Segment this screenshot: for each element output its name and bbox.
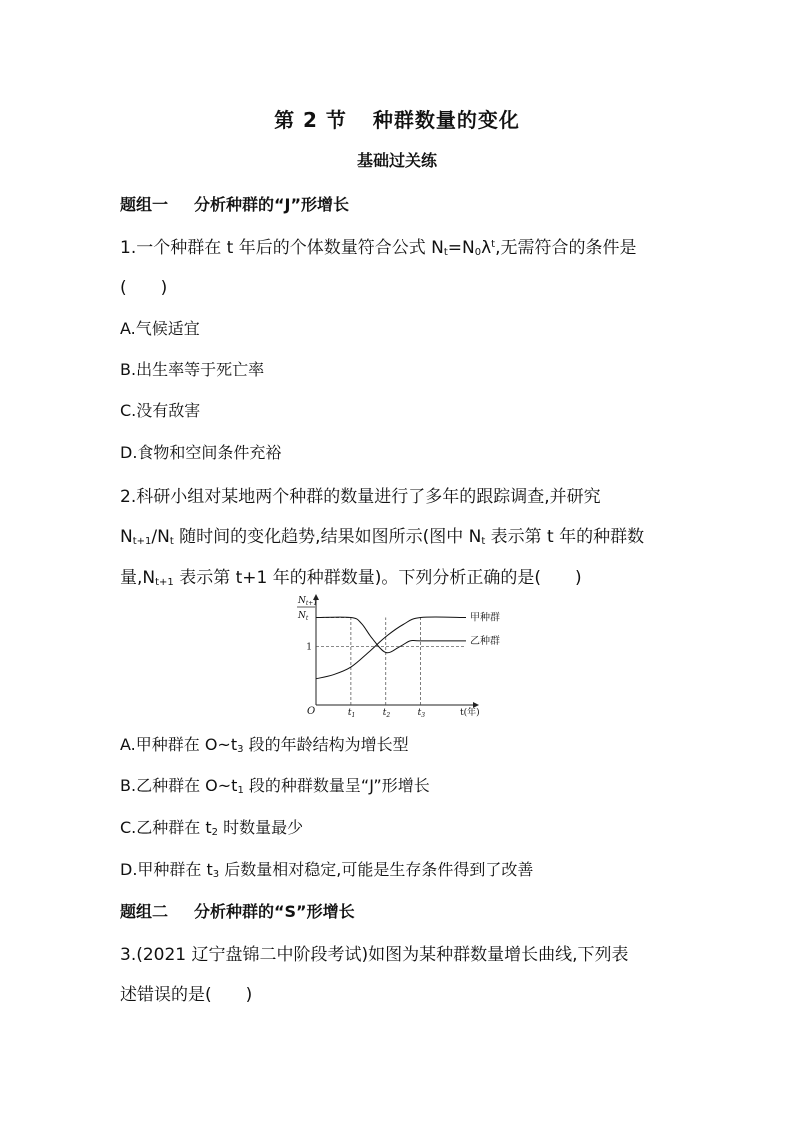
question-1-option-b: B.出生率等于死亡率 [120,360,265,379]
question-2-stem-line-2: $N_{t+1}/N_t$ 随时间的变化趋势,结果如图所示(图中 $N_t$ 表示第 t 年的种群数 [120,527,645,547]
question-3-stem-line-2: 述错误的是( ) [120,985,253,1005]
question-1-stem: 1.一个种群在 t 年后的个体数量符合公式 $N_t=N_0\lambda^t$,无需符合的条件是 [120,238,637,258]
question-2-option-d: D.甲种群在 $t_3$ 后数量相对稳定,可能是生存条件得到了改善 [120,860,534,880]
question-3-stem-line-1: 3.(2021 辽宁盘锦二中阶段考试)如图为某种群数量增长曲线,下列表 [120,945,629,965]
question-2-option-b: B.乙种群在 $O\sim t_1$ 段的种群数量呈“J”形增长 [120,776,430,796]
origin-label: O [307,706,316,717]
y-axis-label-denominator: $N_t$ [298,611,309,622]
y-axis-label-numerator: $N_{t+1}$ [298,596,318,607]
page-title: 第 2 节 种群数量的变化 [274,108,520,132]
question-1-option-a: A.气候适宜 [120,319,200,338]
question-1-option-c: C.没有敌害 [120,401,201,420]
x-tick-label-t2: $t_2$ [382,708,391,719]
group-heading-1: 题组一 分析种群的“J”形增长 [120,195,350,214]
x-axis-label: t(年) [460,708,480,718]
question-2-stem-line-3: 量$,N_{t+1}$ 表示第 t+1 年的种群数量)。下列分析正确的是( ) [120,568,582,588]
question-1-answer-paren: ( ) [120,278,168,298]
x-tick-label-t1: $t_1$ [347,708,356,719]
page-subtitle: 基础过关练 [356,151,437,170]
x-tick-label-t3: $t_3$ [417,708,426,719]
series-line-1 [316,617,466,679]
question-2-stem-line-1: 2.科研小组对某地两个种群的数量进行了多年的跟踪调查,并研究 [120,487,601,507]
population-ratio-chart [286,590,500,720]
series-label-1: 甲种群 [470,612,500,624]
series-label-2: 乙种群 [470,635,500,647]
group-heading-2: 题组二 分析种群的“S”形增长 [120,902,355,921]
question-1-option-d: D.食物和空间条件充裕 [120,443,282,462]
series-line-2 [316,617,466,653]
question-2-option-c: C.乙种群在 $t_2$ 时数量最少 [120,818,304,838]
y-tick-label-1: 1 [306,642,312,653]
question-2-option-a: A.甲种群在 $O\sim t_3$ 段的年龄结构为增长型 [120,735,409,755]
